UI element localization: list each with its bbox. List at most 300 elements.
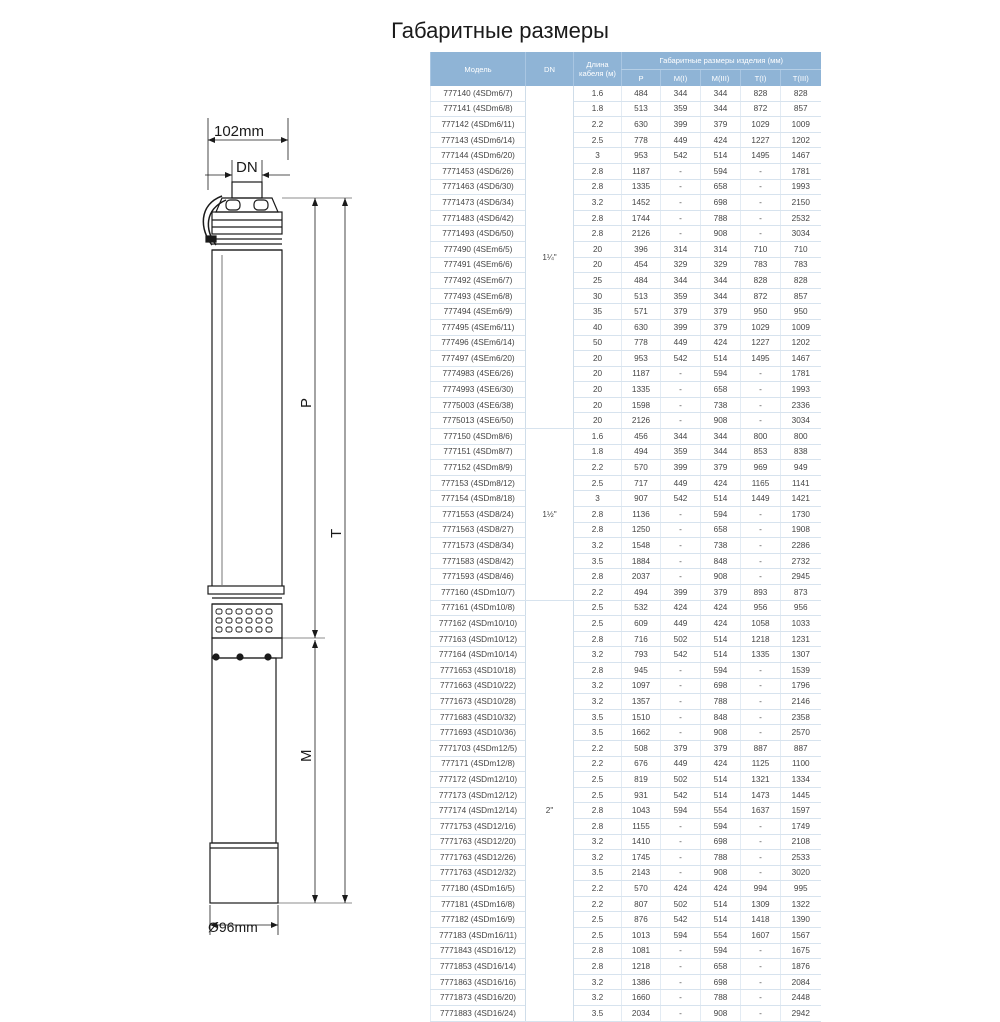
cell-m3: 658 <box>701 522 741 538</box>
cell-t3: 2942 <box>781 1006 821 1022</box>
cell-t1: - <box>741 226 781 242</box>
cell-model: 7774993 (4SE6/30) <box>431 382 526 398</box>
cell-model: 7771673 (4SD10/28) <box>431 694 526 710</box>
cell-t3: 828 <box>781 86 821 101</box>
cell-m1: - <box>661 974 701 990</box>
cell-m3: 514 <box>701 351 741 367</box>
cell-t3: 2533 <box>781 850 821 866</box>
cell-m1: 542 <box>661 787 701 803</box>
cell-m1: 424 <box>661 600 701 616</box>
cell-t3: 3020 <box>781 865 821 881</box>
cell-p: 676 <box>622 756 661 772</box>
cell-cable-length: 25 <box>574 273 622 289</box>
cell-cable-length: 3.2 <box>574 990 622 1006</box>
cell-t1: - <box>741 163 781 179</box>
cell-model: 777151 (4SDm8/7) <box>431 444 526 460</box>
cell-m3: 514 <box>701 787 741 803</box>
cell-t1: - <box>741 413 781 429</box>
cell-cable-length: 3.2 <box>574 834 622 850</box>
cell-p: 1660 <box>622 990 661 1006</box>
table-row <box>431 335 821 351</box>
p-dimension-label: P <box>298 397 315 408</box>
cell-cable-length: 2.8 <box>574 507 622 523</box>
table-row <box>431 1006 821 1022</box>
cell-p: 1410 <box>622 834 661 850</box>
cell-cable-length: 2.2 <box>574 881 622 897</box>
cell-model: 777174 (4SDm12/14) <box>431 803 526 819</box>
cell-t3: 2336 <box>781 397 821 413</box>
cell-m1: - <box>661 818 701 834</box>
cell-m3: 658 <box>701 179 741 195</box>
bottom-diameter-label: Ø96mm <box>208 919 258 935</box>
cell-cable-length: 2.8 <box>574 210 622 226</box>
cell-cable-length: 3.2 <box>574 974 622 990</box>
cell-m1: - <box>661 382 701 398</box>
cell-p: 1745 <box>622 850 661 866</box>
cell-model: 777164 (4SDm10/14) <box>431 647 526 663</box>
table-row <box>431 647 821 663</box>
table-row <box>431 210 821 226</box>
cell-cable-length: 3.5 <box>574 865 622 881</box>
table-row <box>431 928 821 944</box>
table-row <box>431 990 821 1006</box>
cell-t3: 2448 <box>781 990 821 1006</box>
cell-m3: 344 <box>701 288 741 304</box>
cell-t1: 828 <box>741 273 781 289</box>
cell-model: 777160 (4SDm10/7) <box>431 585 526 601</box>
cell-t1: 887 <box>741 740 781 756</box>
table-body <box>431 86 821 1021</box>
cell-cable-length: 20 <box>574 413 622 429</box>
cell-model: 777152 (4SDm8/9) <box>431 460 526 476</box>
cell-t1: 1607 <box>741 928 781 944</box>
width-dimension-label: 102mm <box>214 123 265 140</box>
cell-m3: 698 <box>701 678 741 694</box>
cell-p: 778 <box>622 335 661 351</box>
table-row <box>431 148 821 164</box>
cell-p: 1250 <box>622 522 661 538</box>
cell-t3: 1009 <box>781 117 821 133</box>
cell-t3: 828 <box>781 273 821 289</box>
cell-t3: 3034 <box>781 413 821 429</box>
cell-model: 777496 (4SEm6/14) <box>431 335 526 351</box>
cell-t1: 893 <box>741 585 781 601</box>
table-row <box>431 460 821 476</box>
cell-p: 2126 <box>622 413 661 429</box>
cell-t3: 1908 <box>781 522 821 538</box>
cell-cable-length: 2.5 <box>574 475 622 491</box>
table-row <box>431 444 821 460</box>
header-m1: M(I) <box>661 70 701 87</box>
cell-m1: 314 <box>661 241 701 257</box>
table-row <box>431 257 821 273</box>
cell-model: 777142 (4SDm6/11) <box>431 117 526 133</box>
cell-p: 494 <box>622 585 661 601</box>
cell-m3: 594 <box>701 662 741 678</box>
page-title: Габаритные размеры <box>391 18 609 43</box>
cell-m3: 514 <box>701 148 741 164</box>
cell-model: 7771753 (4SD12/16) <box>431 818 526 834</box>
cell-m3: 379 <box>701 740 741 756</box>
cell-m1: - <box>661 850 701 866</box>
cell-dn: 1¼" <box>526 86 574 429</box>
table-row <box>431 413 821 429</box>
table-row <box>431 475 821 491</box>
cell-m1: 379 <box>661 740 701 756</box>
cell-model: 777154 (4SDm8/18) <box>431 491 526 507</box>
cell-p: 1386 <box>622 974 661 990</box>
cell-p: 630 <box>622 319 661 335</box>
cell-t1: 872 <box>741 101 781 117</box>
cell-t3: 3034 <box>781 226 821 242</box>
dn-dimension-label: DN <box>236 159 258 176</box>
table-row <box>431 694 821 710</box>
cell-cable-length: 20 <box>574 382 622 398</box>
cell-cable-length: 2.5 <box>574 928 622 944</box>
cell-t3: 1322 <box>781 896 821 912</box>
cell-m1: - <box>661 725 701 741</box>
cell-t3: 1781 <box>781 366 821 382</box>
cell-m1: - <box>661 865 701 881</box>
cell-m3: 344 <box>701 429 741 445</box>
cell-m1: 449 <box>661 756 701 772</box>
table-row <box>431 616 821 632</box>
cell-cable-length: 1.8 <box>574 444 622 460</box>
cell-p: 1187 <box>622 366 661 382</box>
cell-m3: 698 <box>701 974 741 990</box>
cell-m1: 594 <box>661 803 701 819</box>
cell-p: 1155 <box>622 818 661 834</box>
cell-model: 7771683 (4SD10/32) <box>431 709 526 725</box>
table-row <box>431 865 821 881</box>
cell-m1: 399 <box>661 585 701 601</box>
cell-m3: 554 <box>701 928 741 944</box>
cell-t1: - <box>741 522 781 538</box>
cell-cable-length: 20 <box>574 366 622 382</box>
cell-cable-length: 2.2 <box>574 756 622 772</box>
cell-m1: - <box>661 163 701 179</box>
cell-model: 777150 (4SDm8/6) <box>431 429 526 445</box>
cell-model: 777490 (4SEm6/5) <box>431 241 526 257</box>
header-dn: DN <box>526 52 574 86</box>
cell-cable-length: 30 <box>574 288 622 304</box>
cell-cable-length: 3.5 <box>574 725 622 741</box>
cell-p: 1357 <box>622 694 661 710</box>
cell-model: 777153 (4SDm8/12) <box>431 475 526 491</box>
table-row <box>431 179 821 195</box>
cell-p: 1744 <box>622 210 661 226</box>
cell-model: 7771883 (4SD16/24) <box>431 1006 526 1022</box>
cell-m3: 594 <box>701 818 741 834</box>
cell-t3: 1781 <box>781 163 821 179</box>
cell-p: 513 <box>622 288 661 304</box>
cell-m1: - <box>661 678 701 694</box>
cell-t1: 1029 <box>741 117 781 133</box>
cell-m1: - <box>661 397 701 413</box>
cell-p: 570 <box>622 460 661 476</box>
cell-m1: 344 <box>661 273 701 289</box>
cell-model: 7771493 (4SD6/50) <box>431 226 526 242</box>
cell-t1: 1125 <box>741 756 781 772</box>
cell-p: 907 <box>622 491 661 507</box>
header-m3: M(III) <box>701 70 741 87</box>
cell-model: 7775013 (4SE6/50) <box>431 413 526 429</box>
cell-m3: 788 <box>701 694 741 710</box>
cell-p: 2037 <box>622 569 661 585</box>
cell-p: 1598 <box>622 397 661 413</box>
table-row <box>431 366 821 382</box>
table-row <box>431 304 821 320</box>
cell-t3: 1467 <box>781 351 821 367</box>
cell-model: 7771463 (4SD6/30) <box>431 179 526 195</box>
cell-cable-length: 2.5 <box>574 787 622 803</box>
table-row <box>431 288 821 304</box>
cell-model: 777492 (4SEm6/7) <box>431 273 526 289</box>
cell-p: 1452 <box>622 195 661 211</box>
table-row <box>431 959 821 975</box>
table-row <box>431 943 821 959</box>
cell-p: 456 <box>622 429 661 445</box>
cell-t3: 1141 <box>781 475 821 491</box>
cell-p: 1218 <box>622 959 661 975</box>
cell-t1: - <box>741 507 781 523</box>
cell-p: 1081 <box>622 943 661 959</box>
cell-t1: - <box>741 538 781 554</box>
cell-m3: 908 <box>701 413 741 429</box>
cell-m3: 658 <box>701 959 741 975</box>
cell-cable-length: 1.8 <box>574 101 622 117</box>
cell-m3: 848 <box>701 553 741 569</box>
table-row <box>431 429 821 445</box>
cell-cable-length: 3.5 <box>574 1006 622 1022</box>
cell-t1: - <box>741 366 781 382</box>
cell-t3: 956 <box>781 600 821 616</box>
cell-m3: 554 <box>701 803 741 819</box>
cell-model: 7771563 (4SD8/27) <box>431 522 526 538</box>
cell-cable-length: 3.2 <box>574 694 622 710</box>
cell-m1: - <box>661 990 701 1006</box>
table-row <box>431 132 821 148</box>
cell-p: 953 <box>622 148 661 164</box>
cell-model: 7771663 (4SD10/22) <box>431 678 526 694</box>
cell-t1: 1309 <box>741 896 781 912</box>
cell-t3: 1796 <box>781 678 821 694</box>
cell-m1: 399 <box>661 460 701 476</box>
cell-p: 1043 <box>622 803 661 819</box>
cell-t3: 1033 <box>781 616 821 632</box>
cell-m3: 908 <box>701 865 741 881</box>
cell-t1: - <box>741 678 781 694</box>
cell-m1: 542 <box>661 148 701 164</box>
table-row <box>431 195 821 211</box>
table-row <box>431 662 821 678</box>
cell-t3: 2084 <box>781 974 821 990</box>
cell-t1: 1227 <box>741 132 781 148</box>
table-row <box>431 600 821 616</box>
cell-t3: 2570 <box>781 725 821 741</box>
table-row <box>431 740 821 756</box>
cell-m1: 359 <box>661 288 701 304</box>
table-row <box>431 709 821 725</box>
cell-cable-length: 20 <box>574 257 622 273</box>
cell-m1: - <box>661 834 701 850</box>
cell-m3: 594 <box>701 366 741 382</box>
cell-m1: - <box>661 179 701 195</box>
cell-p: 1884 <box>622 553 661 569</box>
cell-t1: - <box>741 834 781 850</box>
cell-m1: 399 <box>661 319 701 335</box>
cell-model: 777180 (4SDm16/5) <box>431 881 526 897</box>
cell-p: 945 <box>622 662 661 678</box>
cell-m3: 424 <box>701 881 741 897</box>
cell-p: 1548 <box>622 538 661 554</box>
header-t3: T(III) <box>781 70 821 87</box>
cell-m1: 502 <box>661 896 701 912</box>
cell-cable-length: 2.8 <box>574 818 622 834</box>
cell-p: 1187 <box>622 163 661 179</box>
cell-cable-length: 2.8 <box>574 631 622 647</box>
cell-model: 7771843 (4SD16/12) <box>431 943 526 959</box>
cell-m1: - <box>661 210 701 226</box>
header-cable-length: Длина кабеля (м) <box>574 52 622 86</box>
cell-model: 7771763 (4SD12/20) <box>431 834 526 850</box>
cell-model: 7771873 (4SD16/20) <box>431 990 526 1006</box>
cell-m1: 502 <box>661 631 701 647</box>
cell-m1: 449 <box>661 475 701 491</box>
cell-t1: - <box>741 974 781 990</box>
cell-t1: 1321 <box>741 772 781 788</box>
cell-p: 819 <box>622 772 661 788</box>
cell-cable-length: 2.8 <box>574 803 622 819</box>
cell-m3: 908 <box>701 725 741 741</box>
cell-t3: 2146 <box>781 694 821 710</box>
cell-t1: 1473 <box>741 787 781 803</box>
cell-t3: 1231 <box>781 631 821 647</box>
table-row <box>431 319 821 335</box>
cell-t3: 887 <box>781 740 821 756</box>
cell-t1: 1227 <box>741 335 781 351</box>
cell-p: 716 <box>622 631 661 647</box>
cell-model: 777163 (4SDm10/12) <box>431 631 526 647</box>
cell-m1: - <box>661 959 701 975</box>
cell-m1: 449 <box>661 132 701 148</box>
cell-model: 777494 (4SEm6/9) <box>431 304 526 320</box>
cell-cable-length: 2.5 <box>574 132 622 148</box>
cell-t1: - <box>741 694 781 710</box>
cell-t3: 710 <box>781 241 821 257</box>
cell-cable-length: 2.5 <box>574 772 622 788</box>
cell-t3: 2532 <box>781 210 821 226</box>
cell-t1: 1058 <box>741 616 781 632</box>
header-dimensions-group: Габаритные размеры изделия (мм) <box>622 52 821 70</box>
cell-t3: 1675 <box>781 943 821 959</box>
cell-t1: 853 <box>741 444 781 460</box>
cell-p: 630 <box>622 117 661 133</box>
cell-m3: 788 <box>701 990 741 1006</box>
cell-cable-length: 20 <box>574 241 622 257</box>
cell-t1: 872 <box>741 288 781 304</box>
cell-m3: 514 <box>701 896 741 912</box>
cell-m1: 329 <box>661 257 701 273</box>
cell-m3: 424 <box>701 335 741 351</box>
cell-p: 571 <box>622 304 661 320</box>
cell-p: 1097 <box>622 678 661 694</box>
cell-p: 2143 <box>622 865 661 881</box>
cell-model: 7771453 (4SD6/26) <box>431 163 526 179</box>
cell-model: 7774983 (4SE6/26) <box>431 366 526 382</box>
cell-t3: 2286 <box>781 538 821 554</box>
cell-t3: 783 <box>781 257 821 273</box>
table-row <box>431 226 821 242</box>
cell-cable-length: 2.2 <box>574 896 622 912</box>
cell-t1: 969 <box>741 460 781 476</box>
cell-t1: 828 <box>741 86 781 101</box>
cell-model: 777172 (4SDm12/10) <box>431 772 526 788</box>
cell-t1: - <box>741 818 781 834</box>
table-row <box>431 382 821 398</box>
cell-p: 513 <box>622 101 661 117</box>
cell-m3: 424 <box>701 132 741 148</box>
cell-model: 7771583 (4SD8/42) <box>431 553 526 569</box>
cell-p: 2034 <box>622 1006 661 1022</box>
cell-t1: 1029 <box>741 319 781 335</box>
cell-model: 7771553 (4SD8/24) <box>431 507 526 523</box>
cell-m1: - <box>661 366 701 382</box>
cell-m3: 329 <box>701 257 741 273</box>
cell-m3: 698 <box>701 834 741 850</box>
cell-cable-length: 3.2 <box>574 195 622 211</box>
cell-p: 1510 <box>622 709 661 725</box>
cell-m1: 542 <box>661 351 701 367</box>
cell-m3: 514 <box>701 912 741 928</box>
cell-t3: 1749 <box>781 818 821 834</box>
cell-m1: - <box>661 195 701 211</box>
cell-cable-length: 2.8 <box>574 569 622 585</box>
cell-p: 2126 <box>622 226 661 242</box>
cell-t3: 800 <box>781 429 821 445</box>
cell-model: 7771703 (4SDm12/5) <box>431 740 526 756</box>
cell-t1: - <box>741 569 781 585</box>
table-row <box>431 569 821 585</box>
cell-t1: 1495 <box>741 351 781 367</box>
cell-dn: 2" <box>526 600 574 1021</box>
cell-t1: - <box>741 179 781 195</box>
cell-m1: 542 <box>661 912 701 928</box>
cell-t3: 1390 <box>781 912 821 928</box>
cell-model: 7771483 (4SD6/42) <box>431 210 526 226</box>
table-row <box>431 585 821 601</box>
cell-m3: 344 <box>701 444 741 460</box>
table-row <box>431 273 821 289</box>
cell-p: 778 <box>622 132 661 148</box>
table-row <box>431 241 821 257</box>
cell-p: 454 <box>622 257 661 273</box>
cell-m1: 449 <box>661 335 701 351</box>
cell-t3: 1993 <box>781 382 821 398</box>
cell-m3: 514 <box>701 772 741 788</box>
cell-t1: 710 <box>741 241 781 257</box>
cell-p: 1136 <box>622 507 661 523</box>
cell-p: 953 <box>622 351 661 367</box>
cell-m1: - <box>661 569 701 585</box>
cell-m1: 542 <box>661 491 701 507</box>
cell-cable-length: 20 <box>574 397 622 413</box>
header-t1: T(I) <box>741 70 781 87</box>
table-row <box>431 538 821 554</box>
cell-m1: - <box>661 694 701 710</box>
cell-t3: 1467 <box>781 148 821 164</box>
cell-model: 7771763 (4SD12/26) <box>431 850 526 866</box>
